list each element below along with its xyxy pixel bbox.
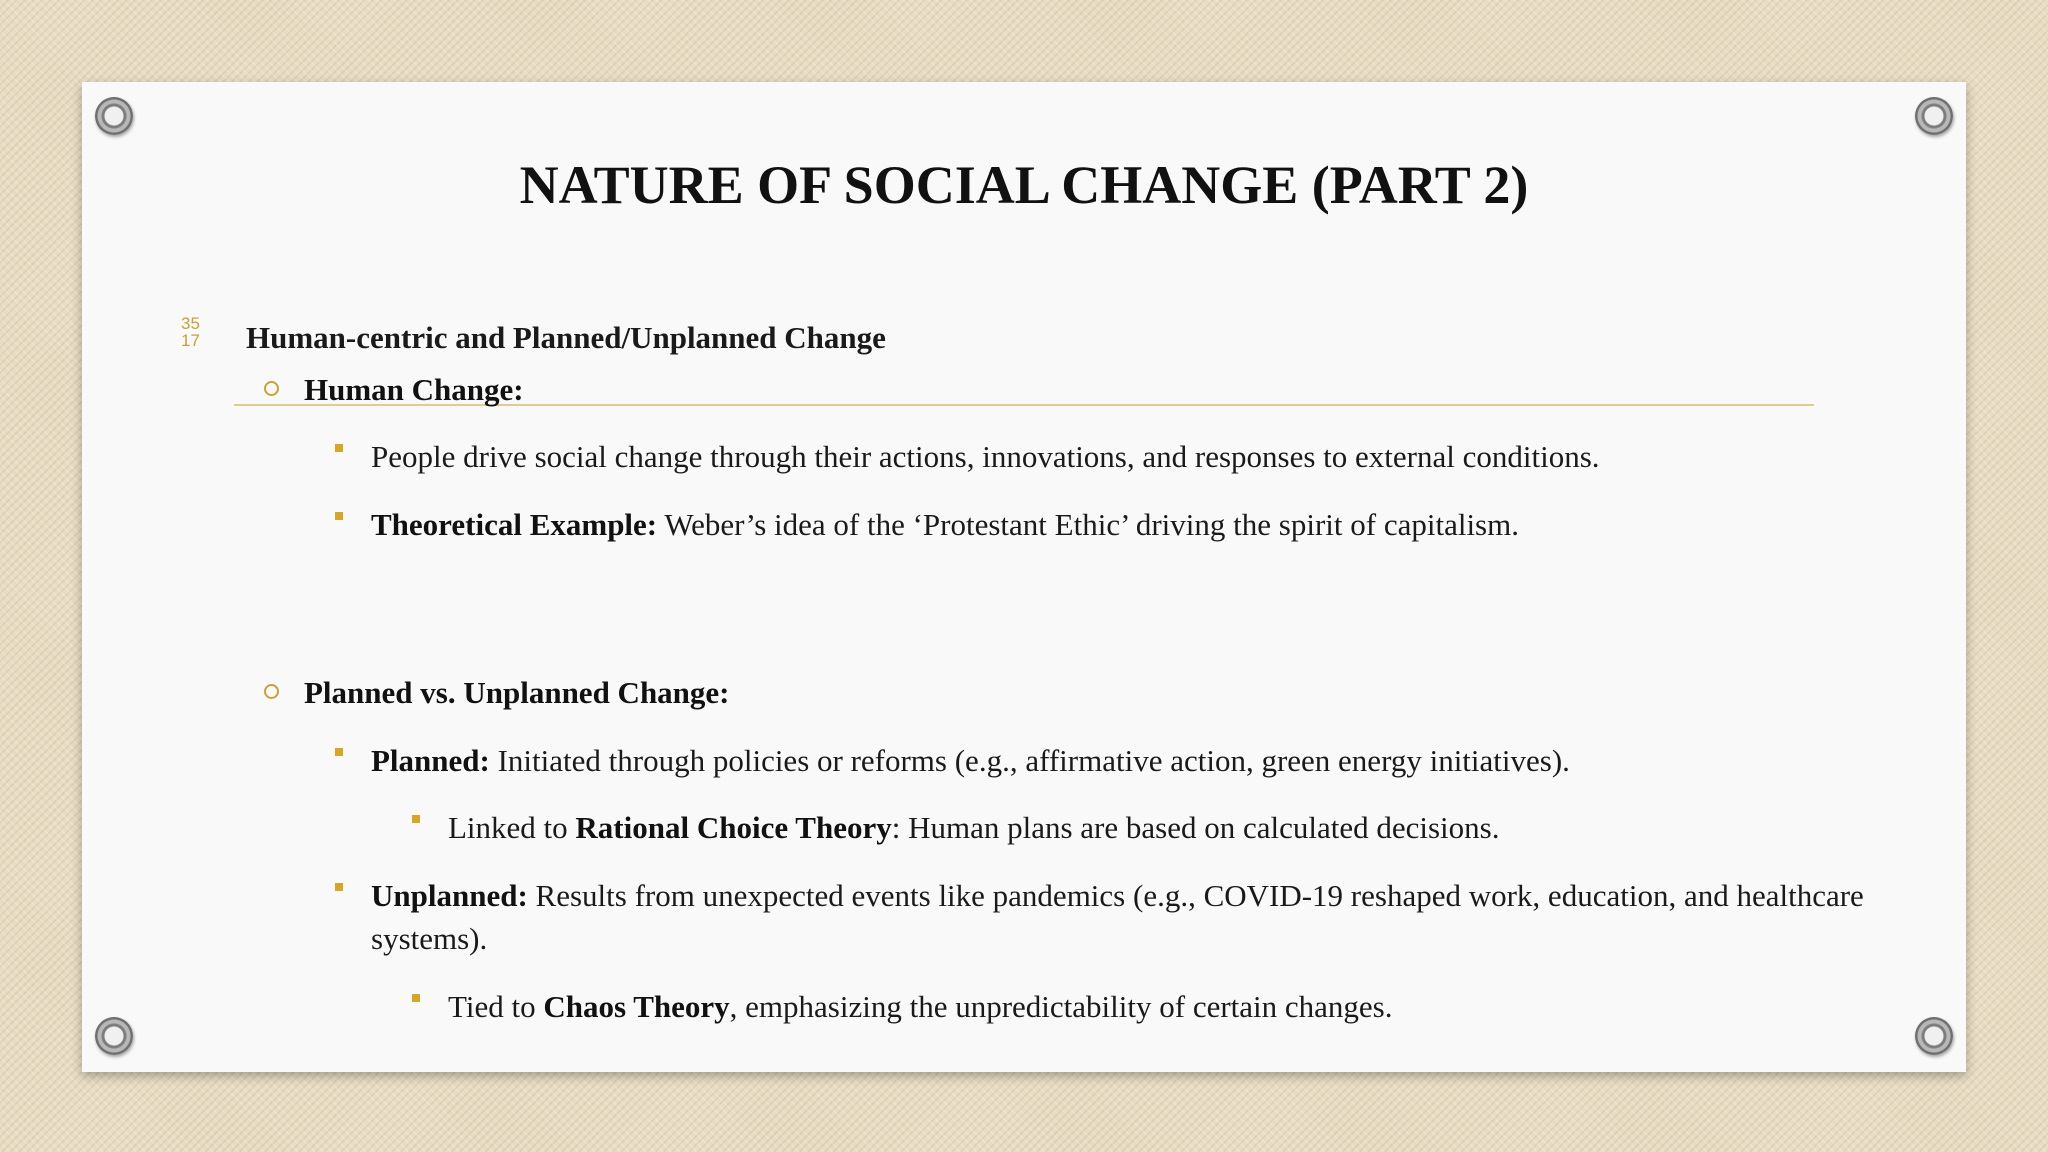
square-bullet-icon (335, 512, 343, 520)
planned-label: Planned: (371, 743, 490, 778)
list-item-human-change (304, 368, 524, 411)
slide (82, 82, 1966, 1072)
planned-unplanned-label: Planned vs. Unplanned Change: (304, 675, 730, 710)
list-item (448, 985, 1393, 1028)
slide-number (181, 315, 200, 349)
unplanned-text: Results from unexpected events like pandemics (e.g., COVID-19 reshaped work, education, and healthcare systems). (371, 878, 1864, 956)
human-change-point: People drive social change through their actions, innovations, and responses to external conditions. (371, 439, 1600, 474)
square-bullet-icon (335, 748, 343, 756)
planned-text: Initiated through policies or reforms (e.g., affirmative action, green energy initiatives). (489, 743, 1570, 778)
slide-title: NATURE OF SOCIAL CHANGE (PART 2) (519, 155, 1529, 215)
circle-bullet-icon (264, 684, 279, 699)
square-bullet-icon (412, 994, 420, 1002)
list-item (448, 806, 1499, 849)
human-change-label: Human Change: (304, 372, 524, 407)
planned-sub-post: : Human plans are based on calculated decisions. (891, 810, 1500, 845)
square-bullet-icon (335, 444, 343, 452)
example-label: Theoretical Example: (371, 507, 658, 542)
rivet-icon (95, 97, 133, 135)
slide-number-bottom: 17 (181, 331, 200, 350)
list-item-planned-unplanned (304, 671, 730, 714)
unplanned-label: Unplanned: (371, 878, 528, 913)
list-item (371, 739, 1901, 782)
rivet-icon (95, 1017, 133, 1055)
square-bullet-icon (412, 815, 420, 823)
list-item (371, 874, 1901, 960)
unplanned-sub-pre: Tied to (448, 989, 544, 1024)
rivet-icon (1915, 1017, 1953, 1055)
section-heading: Human-centric and Planned/Unplanned Change (246, 320, 886, 355)
list-item (371, 503, 1901, 546)
list-item (371, 435, 1901, 478)
slide-number-top: 35 (181, 314, 200, 333)
rational-choice-theory: Rational Choice Theory (575, 810, 892, 845)
example-text: Weber’s idea of the ‘Protestant Ethic’ driving the spirit of capitalism. (657, 507, 1519, 542)
circle-bullet-icon (264, 381, 279, 396)
rivet-icon (1915, 97, 1953, 135)
chaos-theory: Chaos Theory (543, 989, 730, 1024)
planned-sub-pre: Linked to (448, 810, 576, 845)
square-bullet-icon (335, 883, 343, 891)
unplanned-sub-post: , emphasizing the unpredictability of certain changes. (729, 989, 1393, 1024)
